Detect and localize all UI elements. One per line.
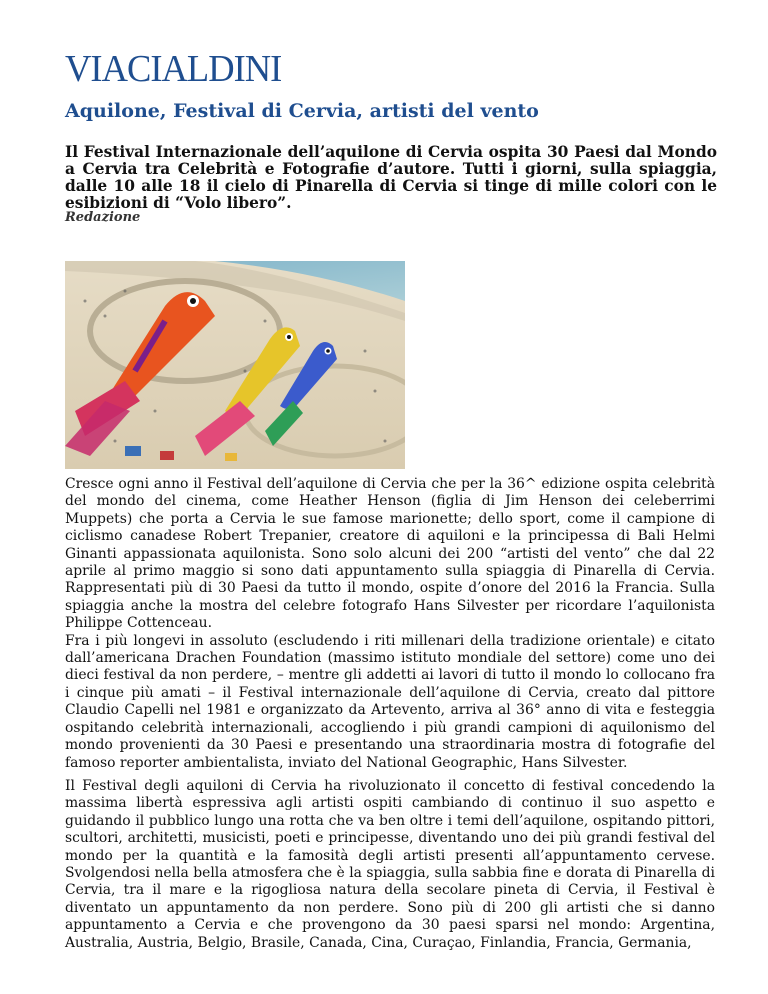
- article-paragraph: Fra i più longevi in assoluto (escludendo i riti millenari della tradizione orientale) e citato dall’americana Drachen Foundation (massimo istituto mondiale del settore) come uno dei dieci festival da non perdere, – mentre gli addetti ai lavori di tutto il mondo lo collocano fra i cinque più amati – il Festival internazionale dell’aquilone di Cervia, creato dal pittore Claudio Capelli nel 1981 e organizzato da Artevento, arriva al 36° anno di vita e festeggia ospitando celebrità internazionali, accogliendo i più grandi campioni di aquilonismo del mondo provenienti da 30 Paesi e presentando una straordinaria mostra di fotografie del famoso reporter ambientalista, inviato del National Geographic, Hans Silvester.: [65, 632, 715, 771]
- article-paragraph: Cresce ogni anno il Festival dell’aquilone di Cervia che per la 36^ edizione ospita celebrità del mondo del cinema, come Heather Henson (figlia di Jim Henson dei celeberrimi Muppets) che porta a Cervia le sue famose marionette; dello sport, come il campione di ciclismo canadese Robert Trepanier, creatore di aquiloni e la principessa di Bali Helmi Ginanti appassionata aquilonista. Sono solo alcuni dei 200 “artisti del vento” che dal 22 aprile al primo maggio si sono dati appuntamento sulla spiaggia di Pinarella di Cervia. Rappresentati più di 30 Paesi da tutto il mondo, ospite d’onore del 2016 la Francia. Sulla spiaggia anche la mostra del celebre fotografo Hans Silvester per ricordare l’aquilonista Philippe Cottenceau.: [65, 476, 715, 632]
- site-logo[interactable]: VIACIALDINI: [65, 48, 282, 90]
- article-title: Aquilone, Festival di Cervia, artisti del vento: [65, 100, 539, 122]
- article-body: [65, 476, 715, 952]
- article-author: Redazione: [65, 210, 141, 225]
- kite-festival-photo: [65, 261, 405, 469]
- article-paragraph: Il Festival degli aquiloni di Cervia ha rivoluzionato il concetto di festival concedendo la massima libertà espressiva agli artisti ospiti cambiando di continuo il suo aspetto e guidando il pubblico lungo una rotta che va ben oltre i temi dell’aquilone, ospitando pittori, scultori, architetti, musicisti, poeti e principesse, diventando uno dei più grandi festival del mondo per la quantità e la famosità degli artisti presenti all’appuntamento cervese. Svolgendosi nella bella atmosfera che è la spiaggia, sulla sabbia fine e dorata di Pinarella di Cervia, tra il mare e la rigogliosa natura della secolare pineta di Cervia, il Festival è diventato un appuntamento da non perdere. Sono più di 200 gli artisti che si danno appuntamento a Cervia e che provengono da 30 paesi sparsi nel mondo: Argentina, Australia, Austria, Belgio, Brasile, Canada, Cina, Curaçao, Finlandia, Francia, Germania,: [65, 777, 715, 951]
- article-lead: Il Festival Internazionale dell’aquilone di Cervia ospita 30 Paesi dal Mondo a Cervia tra Celebrità e Fotografie d’autore. Tutti i giorni, sulla spiaggia, dalle 10 alle 18 il cielo di Pinarella di Cervia si tinge di mille colori con le esibizioni di “Volo libero”.: [65, 143, 717, 212]
